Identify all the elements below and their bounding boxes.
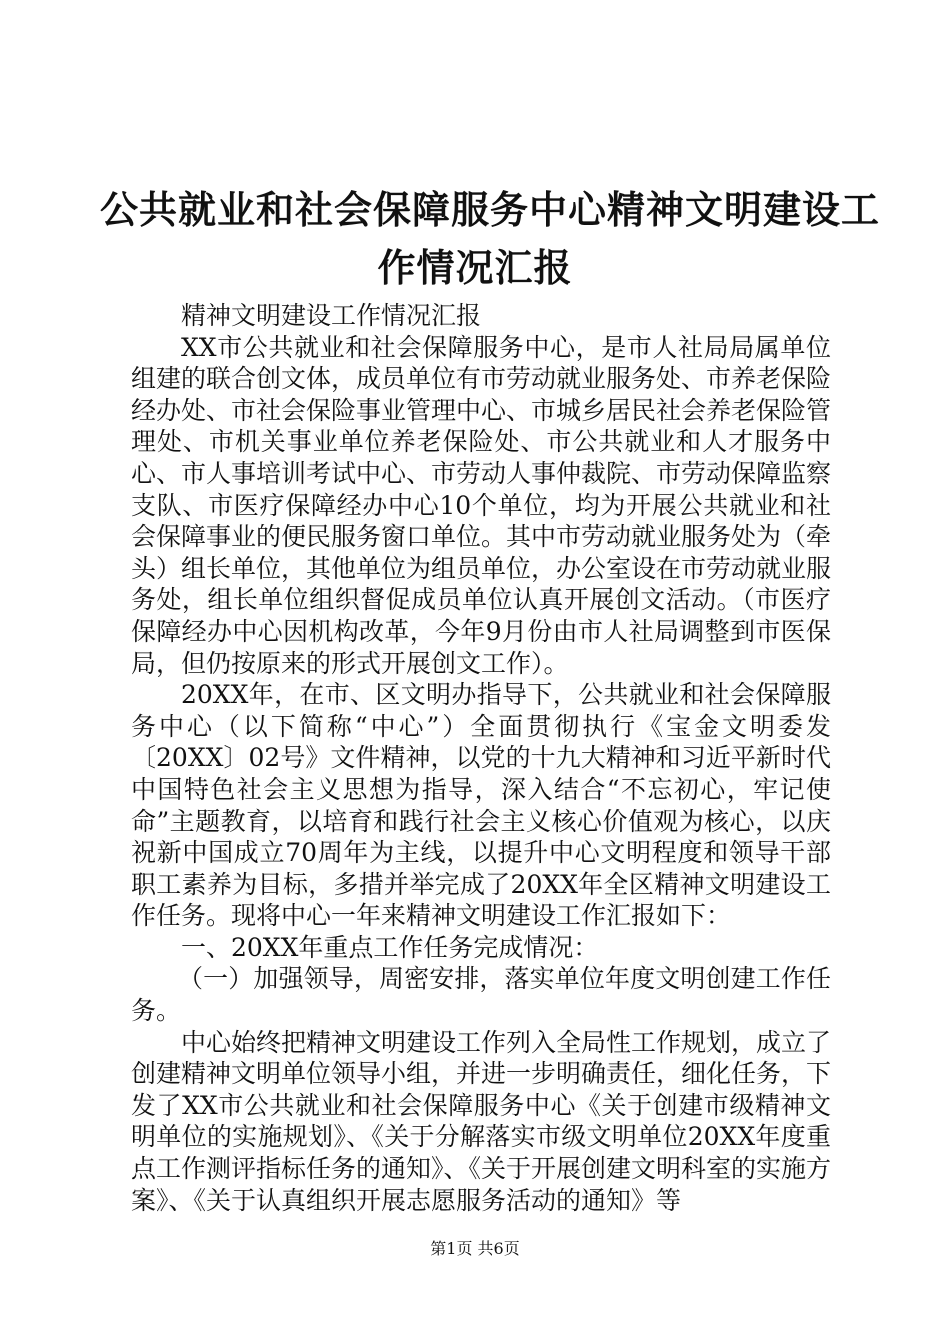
body-paragraph: 20XX年，在市、区文明办指导下，公共就业和社会保障服务中心（以下简称“中心”）全面贯彻执行《宝金文明委发〔20XX〕02号》文件精神，以党的十九大精神和习近平新时代中国特色社会主义思想为指导，深入结合“不忘初心，牢记使命”主题教育，以培育和践行社会主义核心价值观为核心，以庆祝新中国成立70周年为主线，以提升中心文明程度和领导干部职工素养为目标，多措并举完成了20XX年全区精神文明建设工作任务。现将中心一年来精神文明建设工作汇报如下： [131, 680, 831, 931]
section-heading: 一、20XX年重点工作任务完成情况： [181, 932, 599, 962]
subtitle-paragraph: 精神文明建设工作情况汇报 [181, 301, 482, 330]
body-paragraph: XX市公共就业和社会保障服务中心，是市人社局局属单位组建的联合创文体，成员单位有市劳动就业服务处、市养老保险经办处、市社会保险事业管理中心、市城乡居民社会养老保险管理处、市机关事业单位养老保险处、市公共就业和人才服务中心、市人事培训考试中心、市劳动人事仲裁院、市劳动保障监察支队、市医疗保障经办中心10个单位，均为开展公共就业和社会保障事业的便民服务窗口单位。其中市劳动就业服务处为（牵头）组长单位，其他单位为组员单位，办公室设在市劳动就业服务处，组长单位组织督促成员单位认真开展创文活动。（市医疗保障经办中心因机构改革，今年9月份由市人社局调整到市医保局，但仍按原来的形式开展创文工作）。 [131, 332, 832, 678]
document-title-line-1: 公共就业和社会保障服务中心精神文明建设工 [100, 188, 881, 232]
body-paragraph: 中心始终把精神文明建设工作列入全局性工作规划，成立了创建精神文明单位领导小组，并进一步明确责任，细化任务，下发了XX市公共就业和社会保障服务中心《关于创建市级精神文明单位的实施规划》、《关于分解落实市级文明单位20XX年度重点工作测评指标任务的通知》、《关于开展创建文明科室的实施方案》、《关于认真组织开展志愿服务活动的通知》等 [131, 1027, 832, 1215]
page-number-footer: 第1页 共6页 [430, 1239, 520, 1258]
subsection-heading: （一）加强领导，周密安排，落实单位年度文明创建工作任务。 [131, 964, 831, 1026]
document-title-line-2: 作情况汇报 [377, 246, 573, 290]
document-body [131, 300, 831, 1216]
